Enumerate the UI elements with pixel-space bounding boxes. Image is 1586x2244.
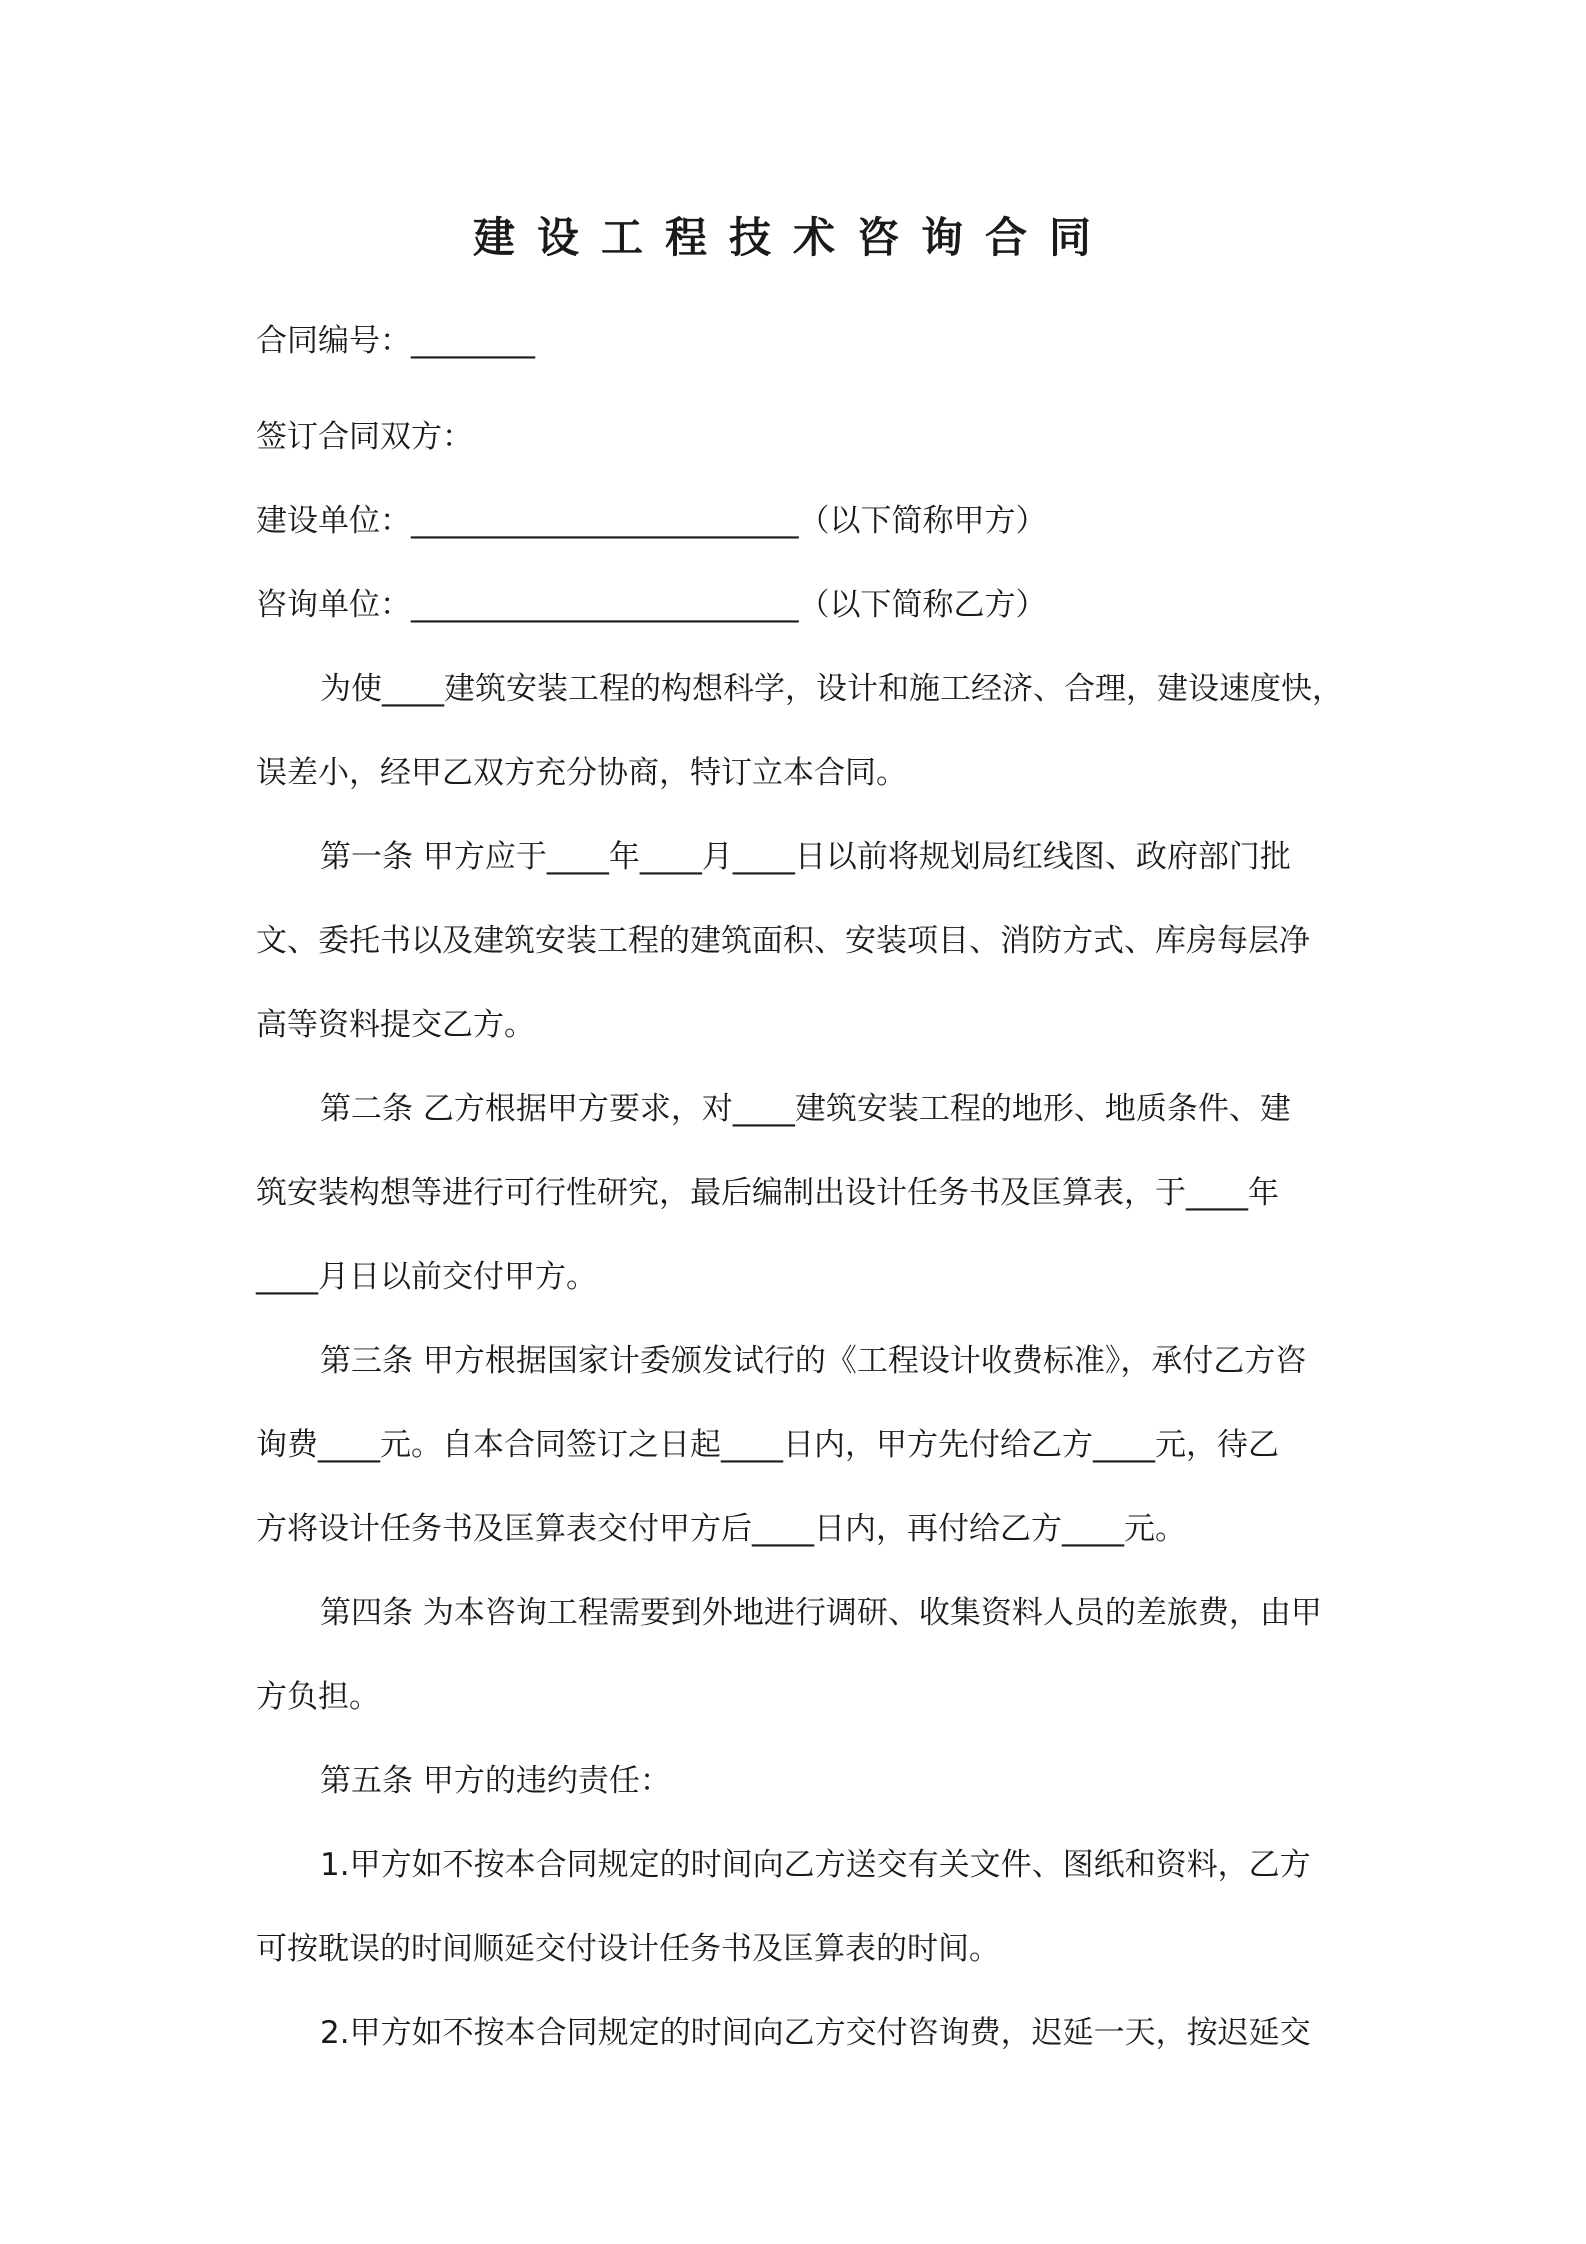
article-3-line-3: 方将设计任务书及匡算表交付甲方后____日内，再付给乙方____元。 — [256, 1511, 1186, 1547]
signing-parties-label: 签订合同双方： — [256, 419, 473, 455]
article-3-line-1: 第三条 甲方根据国家计委颁发试行的《工程设计收费标准》，承付乙方咨 — [320, 1343, 1307, 1379]
article-5-item-1-line-2: 可按耽误的时间顺延交付设计任务书及匡算表的时间。 — [256, 1931, 1000, 1967]
article-4-line-2: 方负担。 — [256, 1679, 380, 1715]
article-4-line-1: 第四条 为本咨询工程需要到外地进行调研、收集资料人员的差旅费，由甲 — [320, 1595, 1322, 1631]
article-5-heading: 第五条 甲方的违约责任： — [320, 1763, 671, 1799]
party-b-line: 咨询单位：_________________________（以下简称乙方） — [256, 587, 1047, 623]
article-5-item-1-line-1: 1.甲方如不按本合同规定的时间向乙方送交有关文件、图纸和资料，乙方 — [320, 1847, 1311, 1883]
preamble-line-1: 为使____建筑安装工程的构想科学，设计和施工经济、合理，建设速度快， — [320, 671, 1343, 707]
article-5-item-2-line-1: 2.甲方如不按本合同规定的时间向乙方交付咨询费，迟延一天，按迟延交 — [320, 2015, 1311, 2051]
preamble-line-2: 误差小，经甲乙双方充分协商，特订立本合同。 — [256, 755, 907, 791]
article-1-line-1: 第一条 甲方应于____年____月____日以前将规划局红线图、政府部门批 — [320, 839, 1291, 875]
article-2-line-1: 第二条 乙方根据甲方要求，对____建筑安装工程的地形、地质条件、建 — [320, 1091, 1291, 1127]
contract-number-line: 合同编号：________ — [256, 323, 535, 359]
article-3-line-2: 询费____元。自本合同签订之日起____日内，甲方先付给乙方____元，待乙 — [256, 1427, 1279, 1463]
article-2-line-2: 筑安装构想等进行可行性研究，最后编制出设计任务书及匡算表，于____年 — [256, 1175, 1279, 1211]
article-2-line-3: ____月日以前交付甲方。 — [256, 1259, 597, 1295]
document-title: 建设工程技术咨询合同 — [472, 213, 1113, 262]
party-a-line: 建设单位：_________________________（以下简称甲方） — [256, 503, 1047, 539]
article-1-line-3: 高等资料提交乙方。 — [256, 1007, 535, 1043]
article-1-line-2: 文、委托书以及建筑安装工程的建筑面积、安装项目、消防方式、库房每层净 — [256, 923, 1310, 959]
